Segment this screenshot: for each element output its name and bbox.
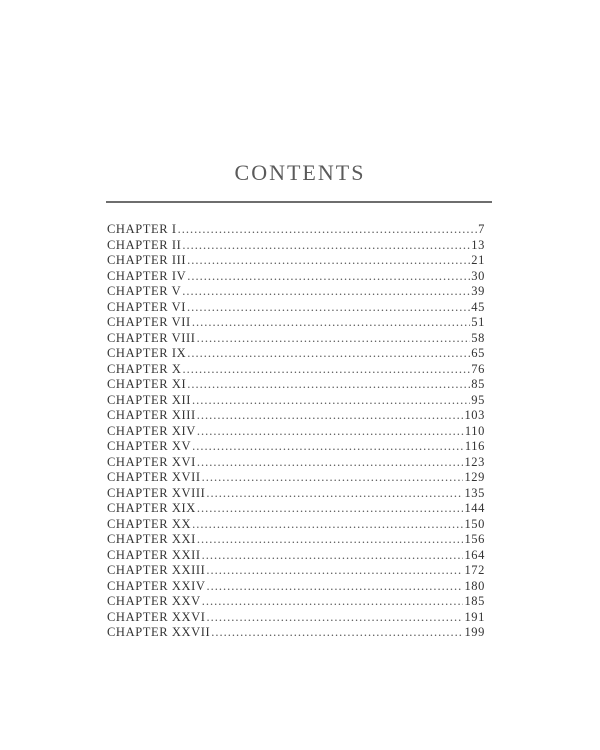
- dot-leader: [202, 548, 464, 564]
- dot-leader: [187, 377, 470, 393]
- toc-entry[interactable]: [107, 377, 485, 393]
- dot-leader: [197, 424, 464, 440]
- page-number: 191: [464, 609, 485, 624]
- page-number: 65: [471, 346, 485, 360]
- dot-leader: [207, 579, 464, 595]
- chapter-title: CHAPTER V: [107, 284, 182, 298]
- toc-entry[interactable]: [107, 439, 485, 455]
- toc-entry[interactable]: [107, 625, 485, 641]
- chapter-title: CHAPTER XXI: [107, 532, 196, 546]
- chapter-title: CHAPTER III: [107, 253, 187, 267]
- page-number: 21: [471, 253, 485, 267]
- toc-entry[interactable]: [107, 455, 485, 471]
- page-title: CONTENTS: [234, 160, 366, 185]
- toc-entry[interactable]: [107, 579, 485, 595]
- page-number: 58: [471, 330, 485, 345]
- toc-entry[interactable]: [107, 610, 485, 626]
- page-number: 156: [464, 532, 485, 546]
- page-number: 150: [464, 516, 485, 531]
- dot-leader: [182, 284, 470, 300]
- toc-entry[interactable]: [107, 424, 485, 440]
- toc-entry[interactable]: [107, 284, 485, 300]
- chapter-title: CHAPTER II: [107, 237, 182, 252]
- page-number: 39: [471, 284, 485, 298]
- page-number: 199: [464, 625, 485, 639]
- page-number: 76: [471, 361, 485, 376]
- dot-leader: [192, 393, 470, 409]
- chapter-title: CHAPTER XIX: [107, 501, 196, 515]
- page-number: 172: [464, 563, 485, 577]
- toc-entry[interactable]: [107, 346, 485, 362]
- page-number: 129: [464, 470, 485, 484]
- page-number: 45: [471, 299, 485, 314]
- toc-entry[interactable]: [107, 269, 485, 285]
- dot-leader: [187, 269, 470, 285]
- page-number: 110: [464, 423, 485, 438]
- toc-entry[interactable]: [107, 238, 485, 254]
- chapter-title: CHAPTER VII: [107, 315, 191, 329]
- dot-leader: [192, 315, 470, 331]
- dot-leader: [197, 532, 464, 548]
- toc-entry[interactable]: [107, 486, 485, 502]
- chapter-title: CHAPTER XXVI: [107, 609, 206, 624]
- chapter-title: CHAPTER IV: [107, 268, 187, 283]
- page-number: 30: [471, 268, 485, 283]
- dot-leader: [192, 439, 464, 455]
- dot-leader: [197, 408, 464, 424]
- dot-leader: [187, 300, 470, 316]
- dot-leader: [211, 625, 463, 641]
- page-number: 13: [471, 237, 485, 252]
- dot-leader: [182, 238, 470, 254]
- chapter-title: CHAPTER IX: [107, 346, 187, 360]
- chapter-title: CHAPTER XXII: [107, 547, 201, 562]
- chapter-title: CHAPTER VIII: [107, 330, 196, 345]
- chapter-title: CHAPTER XVII: [107, 470, 201, 484]
- dot-leader: [192, 517, 463, 533]
- toc-entry[interactable]: [107, 470, 485, 486]
- chapter-title: CHAPTER XVI: [107, 454, 196, 469]
- page-number: 85: [471, 377, 485, 391]
- page-number: 51: [471, 315, 485, 329]
- toc-entry[interactable]: [107, 300, 485, 316]
- chapter-title: CHAPTER XXIII: [107, 563, 206, 577]
- dot-leader: [202, 594, 464, 610]
- chapter-title: CHAPTER XXVII: [107, 625, 211, 639]
- dot-leader: [197, 331, 471, 347]
- page-number: 103: [464, 408, 485, 422]
- dot-leader: [206, 563, 463, 579]
- chapter-title: CHAPTER XXV: [107, 594, 201, 608]
- dot-leader: [197, 455, 464, 471]
- toc-entry[interactable]: [107, 253, 485, 269]
- title-divider: [106, 201, 492, 203]
- toc-entry[interactable]: [107, 222, 485, 238]
- page-number: 95: [471, 392, 485, 407]
- toc-entry[interactable]: [107, 594, 485, 610]
- dot-leader: [206, 486, 463, 502]
- chapter-title: CHAPTER X: [107, 361, 182, 376]
- chapter-title: CHAPTER VI: [107, 299, 187, 314]
- page-number: 123: [464, 454, 485, 469]
- toc-entry[interactable]: [107, 532, 485, 548]
- dot-leader: [183, 362, 471, 378]
- page-number: 116: [464, 439, 485, 453]
- toc-entry[interactable]: [107, 563, 485, 579]
- toc-entry[interactable]: [107, 501, 485, 517]
- dot-leader: [178, 222, 478, 238]
- toc-entry[interactable]: [107, 315, 485, 331]
- table-of-contents: [107, 222, 485, 641]
- chapter-title: CHAPTER XIV: [107, 423, 196, 438]
- page-number: 185: [464, 594, 485, 608]
- chapter-title: CHAPTER XI: [107, 377, 187, 391]
- dot-leader: [207, 610, 464, 626]
- toc-entry[interactable]: [107, 393, 485, 409]
- toc-entry[interactable]: [107, 408, 485, 424]
- toc-entry[interactable]: [107, 362, 485, 378]
- chapter-title: CHAPTER XII: [107, 392, 192, 407]
- dot-leader: [187, 253, 470, 269]
- chapter-title: CHAPTER XX: [107, 516, 192, 531]
- toc-entry[interactable]: [107, 517, 485, 533]
- chapter-title: CHAPTER XIII: [107, 408, 196, 422]
- page-number: 180: [464, 578, 485, 593]
- dot-leader: [187, 346, 470, 362]
- chapter-title: CHAPTER XXIV: [107, 578, 206, 593]
- page-number: 135: [464, 485, 485, 500]
- toc-entry[interactable]: [107, 548, 485, 564]
- page-number: 144: [464, 501, 485, 515]
- dot-leader: [197, 501, 464, 517]
- toc-entry[interactable]: [107, 331, 485, 347]
- chapter-title: CHAPTER XVIII: [107, 485, 206, 500]
- dot-leader: [202, 470, 464, 486]
- chapter-title: CHAPTER XV: [107, 439, 192, 453]
- chapter-title: CHAPTER I: [107, 222, 177, 236]
- page-number: 164: [464, 547, 485, 562]
- page-number: 7: [478, 222, 485, 236]
